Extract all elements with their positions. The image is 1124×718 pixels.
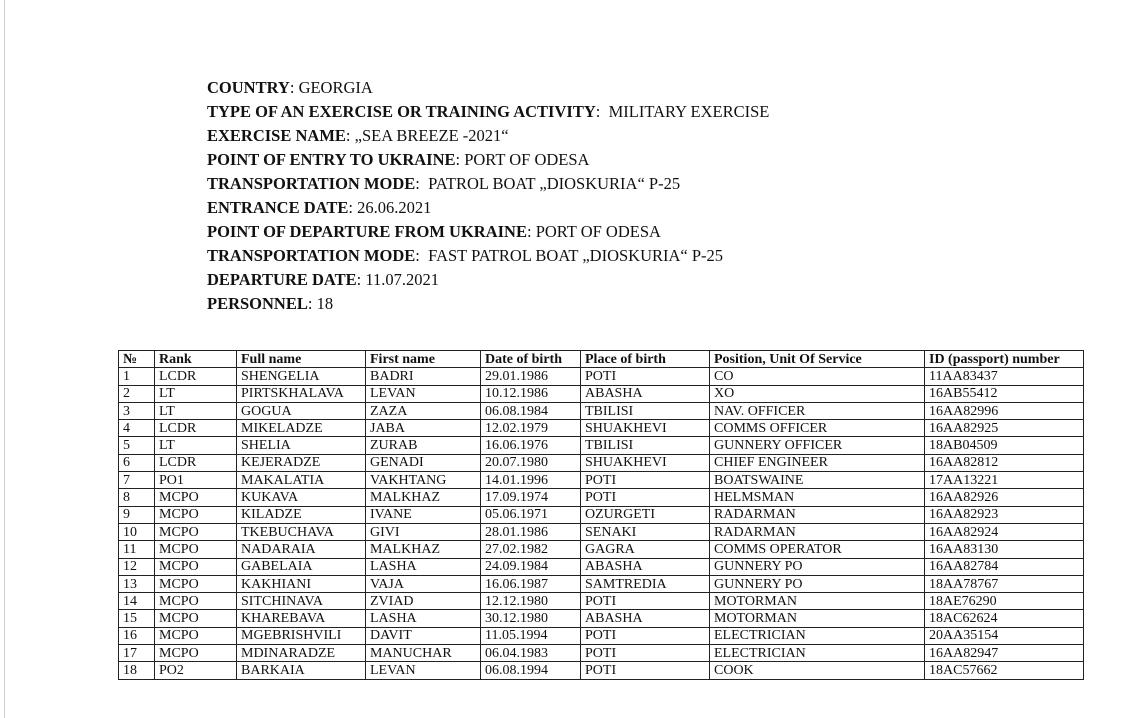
cell-first-name: JABA <box>366 420 481 437</box>
exercise-type-label: TYPE OF AN EXERCISE OR TRAINING ACTIVITY <box>207 102 596 121</box>
table-row <box>119 541 1084 558</box>
cell-first-name: GIVI <box>366 523 481 540</box>
exercise-type-value: MILITARY EXERCISE <box>608 102 770 121</box>
cell-first-name: ZVIAD <box>366 593 481 610</box>
cell-first-name: LASHA <box>366 610 481 627</box>
cell-date-of-birth: 12.02.1979 <box>481 420 581 437</box>
entry-point-line: POINT OF ENTRY TO UKRAINE: PORT OF ODESA <box>207 150 590 169</box>
cell-no: 15 <box>119 610 155 627</box>
cell-id-number: 16AA82925 <box>925 420 1084 437</box>
cell-no: 7 <box>119 472 155 489</box>
cell-id-number: 16AA82923 <box>925 506 1084 523</box>
cell-rank: LT <box>155 402 237 419</box>
transport-in-value: PATROL BOAT „DIOSKURIA“ P-25 <box>428 174 681 193</box>
table-row <box>119 593 1084 610</box>
cell-full-name: KEJERADZE <box>237 454 366 471</box>
cell-no: 3 <box>119 402 155 419</box>
cell-rank: PO1 <box>155 472 237 489</box>
cell-rank: MCPO <box>155 575 237 592</box>
table-row <box>119 662 1084 679</box>
table-body <box>119 368 1084 679</box>
cell-rank: MCPO <box>155 558 237 575</box>
cell-no: 10 <box>119 523 155 540</box>
cell-full-name: GABELAIA <box>237 558 366 575</box>
cell-date-of-birth: 06.08.1984 <box>481 402 581 419</box>
cell-first-name: DAVIT <box>366 627 481 644</box>
cell-place-of-birth: GAGRA <box>581 541 710 558</box>
column-header-rank: Rank <box>155 351 237 368</box>
cell-place-of-birth: POTI <box>581 593 710 610</box>
cell-id-number: 17AA13221 <box>925 472 1084 489</box>
cell-id-number: 18AE76290 <box>925 593 1084 610</box>
cell-no: 4 <box>119 420 155 437</box>
cell-id-number: 18AC62624 <box>925 610 1084 627</box>
departure-point-line: POINT OF DEPARTURE FROM UKRAINE: PORT OF ODESA <box>207 222 661 241</box>
exercise-name-line: EXERCISE NAME: „SEA BREEZE -2021“ <box>207 126 509 145</box>
cell-position: COOK <box>710 662 925 679</box>
cell-first-name: VAJA <box>366 575 481 592</box>
cell-date-of-birth: 16.06.1976 <box>481 437 581 454</box>
cell-no: 9 <box>119 506 155 523</box>
entry-point-value: PORT OF ODESA <box>464 150 590 169</box>
cell-first-name: LEVAN <box>366 662 481 679</box>
column-header-first-name: First name <box>366 351 481 368</box>
cell-full-name: MGEBRISHVILI <box>237 627 366 644</box>
cell-place-of-birth: POTI <box>581 645 710 662</box>
cell-date-of-birth: 11.05.1994 <box>481 627 581 644</box>
personnel-value: 18 <box>316 294 334 313</box>
cell-date-of-birth: 16.06.1987 <box>481 575 581 592</box>
cell-first-name: GENADI <box>366 454 481 471</box>
table-row <box>119 472 1084 489</box>
cell-position: XO <box>710 385 925 402</box>
cell-date-of-birth: 17.09.1974 <box>481 489 581 506</box>
cell-place-of-birth: TBILISI <box>581 437 710 454</box>
cell-position: MOTORMAN <box>710 610 925 627</box>
table-row <box>119 506 1084 523</box>
cell-first-name: BADRI <box>366 368 481 385</box>
table-row <box>119 575 1084 592</box>
cell-no: 11 <box>119 541 155 558</box>
cell-place-of-birth: SHUAKHEVI <box>581 420 710 437</box>
cell-id-number: 16AB55412 <box>925 385 1084 402</box>
table-row <box>119 402 1084 419</box>
cell-no: 17 <box>119 645 155 662</box>
cell-place-of-birth: POTI <box>581 627 710 644</box>
page-edge <box>4 0 5 718</box>
cell-rank: LT <box>155 437 237 454</box>
cell-position: GUNNERY PO <box>710 575 925 592</box>
cell-full-name: SHELIA <box>237 437 366 454</box>
column-header-date-of-birth: Date of birth <box>481 351 581 368</box>
cell-first-name: LEVAN <box>366 385 481 402</box>
cell-no: 18 <box>119 662 155 679</box>
entrance-date-line: ENTRANCE DATE: 26.06.2021 <box>207 198 432 217</box>
cell-full-name: KAKHIANI <box>237 575 366 592</box>
cell-no: 12 <box>119 558 155 575</box>
cell-date-of-birth: 29.01.1986 <box>481 368 581 385</box>
entrance-date-label: ENTRANCE DATE <box>207 198 349 217</box>
cell-position: CO <box>710 368 925 385</box>
cell-position: RADARMAN <box>710 506 925 523</box>
table-row <box>119 385 1084 402</box>
column-header-id-number: ID (passport) number <box>925 351 1084 368</box>
cell-place-of-birth: ABASHA <box>581 385 710 402</box>
cell-rank: MCPO <box>155 610 237 627</box>
column-header-no: № <box>119 351 155 368</box>
transport-in-label: TRANSPORTATION MODE <box>207 174 416 193</box>
column-header-place-of-birth: Place of birth <box>581 351 710 368</box>
cell-date-of-birth: 20.07.1980 <box>481 454 581 471</box>
transport-out-line: TRANSPORTATION MODE: FAST PATROL BOAT „DIOSKURIA“ P-25 <box>207 246 724 265</box>
table-row <box>119 558 1084 575</box>
cell-date-of-birth: 10.12.1986 <box>481 385 581 402</box>
cell-full-name: TKEBUCHAVA <box>237 523 366 540</box>
column-header-full-name: Full name <box>237 351 366 368</box>
transport-in-line: TRANSPORTATION MODE: PATROL BOAT „DIOSKURIA“ P-25 <box>207 174 681 193</box>
cell-no: 2 <box>119 385 155 402</box>
cell-first-name: LASHA <box>366 558 481 575</box>
cell-position: COMMS OFFICER <box>710 420 925 437</box>
personnel-table <box>118 350 1084 680</box>
cell-date-of-birth: 05.06.1971 <box>481 506 581 523</box>
departure-date-line: DEPARTURE DATE: 11.07.2021 <box>207 270 439 289</box>
cell-place-of-birth: POTI <box>581 489 710 506</box>
personnel-label: PERSONNEL <box>207 294 308 313</box>
cell-position: RADARMAN <box>710 523 925 540</box>
table-row <box>119 627 1084 644</box>
country-label: COUNTRY <box>207 78 290 97</box>
table-header-row <box>119 351 1084 368</box>
cell-id-number: 16AA82924 <box>925 523 1084 540</box>
cell-id-number: 18AB04509 <box>925 437 1084 454</box>
cell-no: 8 <box>119 489 155 506</box>
cell-rank: LCDR <box>155 454 237 471</box>
cell-full-name: SHENGELIA <box>237 368 366 385</box>
cell-full-name: MDINARADZE <box>237 645 366 662</box>
cell-id-number: 11AA83437 <box>925 368 1084 385</box>
exercise-name-label: EXERCISE NAME <box>207 126 346 145</box>
cell-id-number: 18AA78767 <box>925 575 1084 592</box>
departure-date-value: 11.07.2021 <box>365 270 439 289</box>
cell-rank: PO2 <box>155 662 237 679</box>
cell-date-of-birth: 30.12.1980 <box>481 610 581 627</box>
cell-first-name: ZURAB <box>366 437 481 454</box>
exercise-name-value: „SEA BREEZE -2021“ <box>354 126 509 145</box>
table-row <box>119 610 1084 627</box>
cell-position: ELECTRICIAN <box>710 645 925 662</box>
cell-full-name: PIRTSKHALAVA <box>237 385 366 402</box>
cell-rank: MCPO <box>155 627 237 644</box>
cell-rank: MCPO <box>155 541 237 558</box>
cell-full-name: KHAREBAVA <box>237 610 366 627</box>
cell-id-number: 16AA82926 <box>925 489 1084 506</box>
cell-date-of-birth: 06.04.1983 <box>481 645 581 662</box>
cell-position: MOTORMAN <box>710 593 925 610</box>
cell-rank: MCPO <box>155 593 237 610</box>
cell-position: HELMSMAN <box>710 489 925 506</box>
table-row <box>119 420 1084 437</box>
cell-place-of-birth: POTI <box>581 368 710 385</box>
cell-no: 5 <box>119 437 155 454</box>
personnel-line: PERSONNEL: 18 <box>207 294 334 313</box>
cell-place-of-birth: ABASHA <box>581 610 710 627</box>
cell-first-name: IVANE <box>366 506 481 523</box>
cell-no: 1 <box>119 368 155 385</box>
cell-date-of-birth: 28.01.1986 <box>481 523 581 540</box>
cell-first-name: ZAZA <box>366 402 481 419</box>
cell-first-name: MANUCHAR <box>366 645 481 662</box>
cell-position: CHIEF ENGINEER <box>710 454 925 471</box>
table-row <box>119 489 1084 506</box>
cell-id-number: 16AA82947 <box>925 645 1084 662</box>
cell-id-number: 16AA82812 <box>925 454 1084 471</box>
cell-rank: MCPO <box>155 506 237 523</box>
table-row <box>119 523 1084 540</box>
cell-place-of-birth: ABASHA <box>581 558 710 575</box>
cell-rank: MCPO <box>155 523 237 540</box>
table-row <box>119 368 1084 385</box>
cell-rank: LCDR <box>155 368 237 385</box>
cell-full-name: KILADZE <box>237 506 366 523</box>
cell-full-name: GOGUA <box>237 402 366 419</box>
cell-position: GUNNERY PO <box>710 558 925 575</box>
cell-id-number: 18AC57662 <box>925 662 1084 679</box>
country-line: COUNTRY: GEORGIA <box>207 78 373 97</box>
cell-full-name: BARKAIA <box>237 662 366 679</box>
country-value: GEORGIA <box>298 78 373 97</box>
cell-position: BOATSWAINE <box>710 472 925 489</box>
cell-place-of-birth: TBILISI <box>581 402 710 419</box>
departure-point-value: PORT OF ODESA <box>535 222 661 241</box>
cell-full-name: MAKALATIA <box>237 472 366 489</box>
table-row <box>119 454 1084 471</box>
cell-place-of-birth: SAMTREDIA <box>581 575 710 592</box>
cell-full-name: MIKELADZE <box>237 420 366 437</box>
cell-place-of-birth: OZURGETI <box>581 506 710 523</box>
table-row <box>119 437 1084 454</box>
entry-point-label: POINT OF ENTRY TO UKRAINE <box>207 150 456 169</box>
cell-rank: LT <box>155 385 237 402</box>
cell-full-name: SITCHINAVA <box>237 593 366 610</box>
document-header <box>207 76 769 316</box>
cell-date-of-birth: 06.08.1994 <box>481 662 581 679</box>
cell-no: 13 <box>119 575 155 592</box>
cell-first-name: VAKHTANG <box>366 472 481 489</box>
cell-position: NAV. OFFICER <box>710 402 925 419</box>
cell-position: COMMS OPERATOR <box>710 541 925 558</box>
cell-first-name: MALKHAZ <box>366 489 481 506</box>
cell-id-number: 16AA82784 <box>925 558 1084 575</box>
cell-place-of-birth: SENAKI <box>581 523 710 540</box>
cell-no: 6 <box>119 454 155 471</box>
cell-no: 14 <box>119 593 155 610</box>
cell-id-number: 20AA35154 <box>925 627 1084 644</box>
entrance-date-value: 26.06.2021 <box>357 198 432 217</box>
cell-place-of-birth: POTI <box>581 662 710 679</box>
cell-full-name: NADARAIA <box>237 541 366 558</box>
cell-rank: MCPO <box>155 645 237 662</box>
cell-id-number: 16AA83130 <box>925 541 1084 558</box>
cell-id-number: 16AA82996 <box>925 402 1084 419</box>
column-header-position: Position, Unit Of Service <box>710 351 925 368</box>
cell-rank: LCDR <box>155 420 237 437</box>
cell-date-of-birth: 27.02.1982 <box>481 541 581 558</box>
departure-date-label: DEPARTURE DATE <box>207 270 357 289</box>
departure-point-label: POINT OF DEPARTURE FROM UKRAINE <box>207 222 527 241</box>
cell-date-of-birth: 14.01.1996 <box>481 472 581 489</box>
transport-out-value: FAST PATROL BOAT „DIOSKURIA“ P-25 <box>428 246 724 265</box>
cell-date-of-birth: 24.09.1984 <box>481 558 581 575</box>
cell-date-of-birth: 12.12.1980 <box>481 593 581 610</box>
cell-first-name: MALKHAZ <box>366 541 481 558</box>
cell-position: ELECTRICIAN <box>710 627 925 644</box>
table-row <box>119 645 1084 662</box>
cell-position: GUNNERY OFFICER <box>710 437 925 454</box>
cell-full-name: KUKAVA <box>237 489 366 506</box>
transport-out-label: TRANSPORTATION MODE <box>207 246 416 265</box>
cell-place-of-birth: SHUAKHEVI <box>581 454 710 471</box>
cell-rank: MCPO <box>155 489 237 506</box>
cell-place-of-birth: POTI <box>581 472 710 489</box>
exercise-type-line: TYPE OF AN EXERCISE OR TRAINING ACTIVITY: MILITARY EXERCISE <box>207 102 770 121</box>
cell-no: 16 <box>119 627 155 644</box>
